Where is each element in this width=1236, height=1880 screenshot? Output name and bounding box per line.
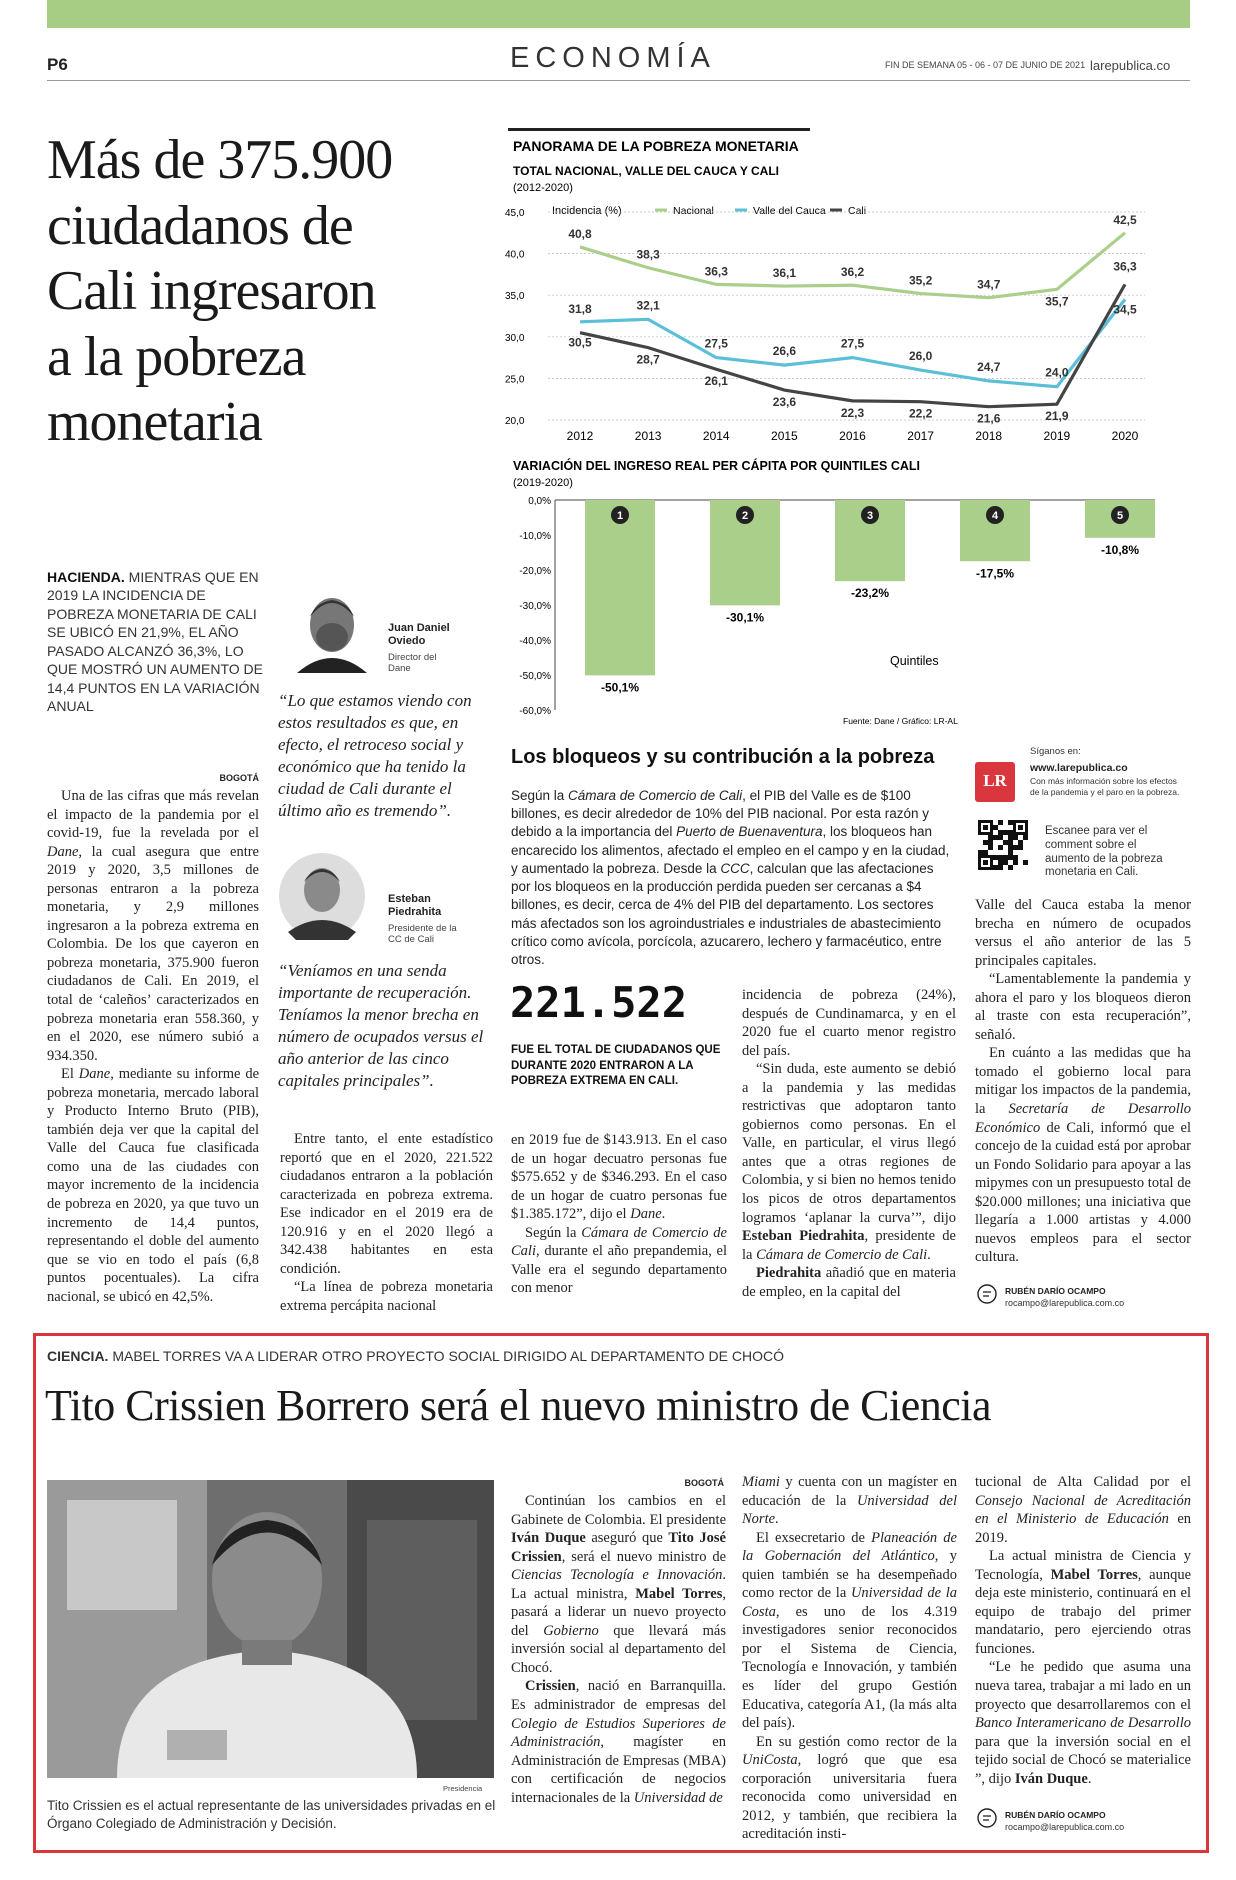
y-tick-label: -20,0% <box>519 566 551 577</box>
photo-credit: Presidencia <box>443 1784 483 1793</box>
data-label: 26,0 <box>908 349 933 364</box>
section-title: ECONOMÍA <box>510 42 716 74</box>
data-label: 30,5 <box>568 335 592 350</box>
legend-label: Cali <box>848 205 867 217</box>
data-label: 23,6 <box>772 395 797 410</box>
data-label: 36,1 <box>772 266 797 281</box>
story2-kicker: CIENCIA. MABEL TORRES VA A LIDERAR OTRO PROYECTO SOCIAL DIRIGIDO AL DEPARTAMENTO DE CHOCÓ <box>47 1348 784 1364</box>
story-column-5: Valle del Cauca estaba la menor brecha en número de ocupados versus el año anterior de las 5 principales capitales. “Lamentablemente la pandemia y ahora el paro y los bloqueos dieron al traste con esta recuperación”, señaló. En cuánto a las medidas que ha tomado el gobierno local para mitigar los impactos de la pandemia, la Secretaría de Desarrollo Económico de Cali, informó que el concejo de la cuidad está por aprobar un Fondo Solidario para apoyar a las mipymes con un presupuesto total de $20.000 millones; una iniciativa que llegaría a 1.000 artistas y 4.000 nuevos empleos para el sector cultura. <box>975 897 1192 1266</box>
story2-column-2: Miami y cuenta con un magíster en educación de la Universidad del Norte. El exsecretario de Planeación de la Gobernación del Atlántico, y quien también se ha desempeñado como rector de la Universidad de la Costa, es uno de los 4.319 investigadores senior reconocidos por el Sistema de Ciencia, Tecnología e Innovación, y también es líder del grupo Gestión Educativa, categoría A1, (la más alta del país). En su gestión como rector de la UniCosta, logró que que esa corporación universitaria fuera reconocida como universidad en 2012, y también, que recibiera la acreditación insti- <box>742 1474 958 1843</box>
person-role: Director del Dane <box>388 652 437 675</box>
data-label: 35,2 <box>908 273 933 288</box>
data-label: 34,5 <box>1113 302 1137 317</box>
x-tick-label: 2016 <box>839 429 866 443</box>
avatar-juan-daniel-oviedo <box>293 585 371 673</box>
avatar-esteban-piedrahita <box>278 852 366 940</box>
story-column-4: incidencia de pobreza (24%), después de Cundinamarca, y en el 2020 fue el cuarto menor registro del país. “Sin duda, este aumento se debió a la pandemia y las medidas restrictivas que adoptaron tanto gobiernos como personas. En el Valle, en particular, el virus llegó antes que a otras regiones de Colombia, y si bien no hemos tenido los picos de otros departamentos logramos ‘aplanar la curva’”, dijo Esteban Piedrahita, presidente de la Cámara de Comercio de Cali. Piedrahita añadió que en materia de empleo, en la capital del <box>742 987 956 1300</box>
x-tick-label: 2013 <box>634 429 662 443</box>
chart-subtitle: TOTAL NACIONAL, VALLE DEL CAUCA Y CALI <box>513 164 780 178</box>
category-label: 3 <box>866 510 874 522</box>
site-link[interactable]: larepublica.co <box>1090 58 1171 73</box>
data-label: 28,7 <box>636 352 660 367</box>
data-label: -30,1% <box>725 610 765 625</box>
pull-quote-piedrahita: “Veníamos en una senda importante de recuperación. Teníamos la menor brecha en número de ocupados versus el año anterior de las cinco capitales principales”. <box>278 961 484 1091</box>
data-label: 31,8 <box>568 301 592 316</box>
chart-title: PANORAMA DE LA POBREZA MONETARIA <box>513 138 799 154</box>
data-label: -23,2% <box>850 586 890 601</box>
person-name: Esteban Piedrahita <box>388 893 442 919</box>
header-rule <box>47 80 1190 81</box>
y-tick-label: -50,0% <box>519 671 551 682</box>
x-tick-label: 2020 <box>1111 429 1139 443</box>
edition-date: FIN DE SEMANA 05 - 06 - 07 DE JUNIO DE 2021 <box>885 60 1086 70</box>
data-label: 22,3 <box>840 405 865 420</box>
author-email[interactable]: rocampo@larepublica.com.co <box>1005 1822 1125 1832</box>
data-label: -50,1% <box>600 680 640 695</box>
y-tick-label: -40,0% <box>519 636 551 647</box>
story2-column-1: Continúan los cambios en el Gabinete de Colombia. El presidente Iván Duque aseguró que Tito José Crissien, será el nuevo ministro de Ciencias Tecnología e Innovación. La actual ministra, Mabel Torres, pasará a liderar un nuevo proyecto del Gobierno que llevará más inversión social al departamento del Chocó. Crissien, nació en Barranquilla. Es administrador de empresas del Colegio de Estudios Superiores de Administración, magíster en Administración de Empresas (MBA) con certificación de negocios internacionales de la Universidad de <box>511 1493 727 1806</box>
person-name: Juan Daniel Oviedo <box>388 622 450 648</box>
big-number-caption: FUE EL TOTAL DE CIUDADANOS QUE DURANTE 2020 ENTRARON A LA POBREZA EXTREMA EN CALI. <box>511 1044 721 1088</box>
data-label: 38,3 <box>636 247 660 262</box>
data-label: -17,5% <box>975 566 1015 581</box>
chart-title: VARIACIÓN DEL INGRESO REAL PER CÁPITA POR QUINTILES CALI <box>513 459 920 473</box>
story-column-3: en 2019 fue de $143.913. En el caso de un hogar decuatro personas fue $575.652 y de $346.293. En el caso de un hogar de cuatro personas fue $1.385.172”, dijo el Dane. Según la Cámara de Comercio de Cali, durante el año prepandemia, el Valle era el segundo departamento con menor <box>511 1132 727 1297</box>
y-tick-label: 45,0 <box>505 208 525 219</box>
author-email[interactable]: rocampo@larepublica.com.co <box>1005 1298 1125 1308</box>
top-color-bar <box>47 0 1190 28</box>
author-name: RUBÉN DARÍO OCAMPO <box>1005 1810 1106 1820</box>
data-label: 24,7 <box>977 359 1001 374</box>
follow-text: Con más información sobre los efectos de la pandemia y el paro en la pobreza. <box>1030 776 1180 797</box>
category-label: 2 <box>741 510 749 522</box>
data-label: -10,8% <box>1100 542 1140 557</box>
category-label: 5 <box>1116 510 1124 522</box>
x-tick-label: 2015 <box>771 429 798 443</box>
person-role: Presidente de la CC de Cali <box>388 923 457 946</box>
data-label: 21,6 <box>977 411 1001 426</box>
y-tick-label: -30,0% <box>519 601 551 612</box>
poverty-line-chart <box>505 128 1195 458</box>
chart-period: (2019-2020) <box>513 477 573 489</box>
x-axis-label: Quintiles <box>890 654 939 668</box>
data-label: 24,0 <box>1045 365 1069 380</box>
data-label: 34,7 <box>977 277 1001 292</box>
big-number: 221.522 <box>510 978 688 1027</box>
follow-site[interactable]: www.larepublica.co <box>1030 762 1128 774</box>
y-tick-label: 25,0 <box>505 374 525 386</box>
y-axis-label: Incidencia (%) <box>552 205 622 217</box>
chart-source: Fuente: Dane / Gráfico: LR-AL <box>843 716 958 726</box>
comment-icon[interactable] <box>977 1808 997 1828</box>
page-number: P6 <box>47 55 68 74</box>
lr-logo: LR <box>975 762 1015 802</box>
main-headline: Más de 375.900 ciudadanos de Cali ingresaron a la pobreza monetaria <box>47 129 393 454</box>
data-label: 42,5 <box>1113 212 1137 227</box>
bar-quintile-1 <box>585 500 655 675</box>
legend-label: Nacional <box>673 205 714 217</box>
data-label: 32,1 <box>636 298 660 313</box>
x-tick-label: 2014 <box>702 429 730 443</box>
y-tick-label: 35,0 <box>505 291 525 303</box>
data-label: 36,3 <box>704 264 728 279</box>
pull-quote-oviedo: “Lo que estamos viendo con estos resultados es que, en efecto, el retroceso social y económico que ha tenido la ciudad de Cali durante el último año es tremendo”. <box>278 691 472 821</box>
data-label: 22,2 <box>908 406 933 421</box>
data-label: 35,7 <box>1045 294 1069 309</box>
photo-tito-crissien <box>47 1480 494 1778</box>
data-label: 21,9 <box>1045 409 1069 424</box>
y-tick-label: 0,0% <box>528 496 551 507</box>
y-tick-label: 30,0 <box>505 332 525 344</box>
x-tick-label: 2019 <box>1043 429 1071 443</box>
data-label: 26,1 <box>704 374 728 389</box>
story-lead: HACIENDA. MIENTRAS QUE EN 2019 LA INCIDENCIA DE POBREZA MONETARIA DE CALI SE UBICÓ EN 21,9%, EL AÑO PASADO ALCANZÓ 36,3%, LO QUE MOSTRÓ UN AUMENTO DE 14,4 PUNTOS EN LA VARIACIÓN ANUAL <box>47 569 263 715</box>
y-tick-label: -60,0% <box>519 706 551 717</box>
story2-column-3: tucional de Alta Calidad por el Consejo Nacional de Acreditación en el Ministerio de Educación en 2019. La actual ministra de Ciencia y Tecnología, Mabel Torres, aunque deja este ministerio, continuará en el equipo de trabajo del primer mandatario, pero ejerciendo otras funciones. “Le he pedido que asuma una nueva tarea, trabajar a mi lado en un proyecto que desarrollaremos con el Banco Interamericano de Desarrollo para que la inversión social en el tejido social de Chocó se materialice ”, dijo Iván Duque. <box>975 1474 1192 1787</box>
data-label: 36,2 <box>840 265 865 280</box>
data-label: 27,5 <box>840 336 865 351</box>
photo-caption: Tito Crissien es el actual representante de las universidades privadas en el Órgano Colegiado de Administración y Decisión. <box>47 1798 496 1831</box>
chart-period: (2012-2020) <box>513 182 573 194</box>
follow-label: Síganos en: <box>1030 746 1081 757</box>
data-label: 36,3 <box>1113 259 1137 274</box>
story-column-1: Una de las cifras que más revelan el impacto de la pandemia por el covid-19, fue la revelada por el Dane, la cual asegura que entre 2019 y 2020, 3,5 millones de personas entraron a la pobreza monetaria, y 2,9 millones ingresaron a la pobreza extrema en Colombia. De los que cayeron en pobreza monetaria, 375.900 fueron ciudadanos de Cali. En 2019, el total de ‘caleños’ caracterizados en pobreza monetaria eran 558.360, y en el 2020, ese número subió a 934.350. El Dane, mediante su informe de pobreza monetaria, mercado laboral y Producto Interno Bruto (PIB), también deja ver que la capital del Valle del Cauca fue clasificada como una de las ciudades con mayor incremento de la incidencia de pobreza en 2020, ya que tuvo un incremento de 14,4 puntos, representando el doble del aumento que se vio en todo el país (6,8 puntos pocentuales). La cifra nacional, se ubicó en 42,5%. <box>47 788 259 1305</box>
legend-label: Valle del Cauca <box>753 205 826 217</box>
comment-icon[interactable] <box>977 1284 997 1304</box>
dateline-city: BOGOTÁ <box>219 773 259 783</box>
quintile-bar-chart <box>505 455 1195 730</box>
category-label: 1 <box>616 510 624 522</box>
y-tick-label: -10,0% <box>519 531 551 542</box>
x-tick-label: 2012 <box>566 429 594 443</box>
sidebox-title: Los bloqueos y su contribución a la pobreza <box>511 746 935 768</box>
y-tick-label: 20,0 <box>505 416 525 427</box>
category-label: 4 <box>991 510 999 522</box>
story-column-2: Entre tanto, el ente estadístico reportó que en el 2020, 221.522 ciudadanos entraron a la población caracterizada en pobreza extrema. Ese indicador en el 2019 era de 120.916 y en el 2020 llegó a 342.438 habitantes en esta condición. “La línea de pobreza monetaria extrema percápita nacional <box>280 1131 493 1314</box>
sidebox-text: Según la Cámara de Comercio de Cali, el PIB del Valle es de $100 billones, es decir alrededor de 10% del PIB nacional. Por esta razón y debido a la importancia del Puerto de Buenaventura, los bloqueos han encarecido los alimentos, afectado el empleo en el campo y en la ciudad, y aumentado la pobreza. Desde la CCC, calculan que las afectaciones por los bloqueos en la producción perdida pueden ser cercanas a $4 billones, es decir, cerca de 4% del PIB del departamento. Los sectores más afectados son los agroindustriales e industriales de abastecimiento crítico como avícola, porcícola, azucarero, lechero y farmacéutico, entre otros. <box>511 788 950 967</box>
scan-text: Escanee para ver el comment sobre el aumento de la pobreza monetaria en Cali. <box>1045 825 1163 879</box>
x-tick-label: 2018 <box>975 429 1003 443</box>
dateline-city: BOGOTÁ <box>684 1478 724 1488</box>
data-label: 40,8 <box>568 226 592 241</box>
data-label: 27,5 <box>704 336 728 351</box>
author-name: RUBÉN DARÍO OCAMPO <box>1005 1286 1106 1296</box>
y-tick-label: 40,0 <box>505 249 525 261</box>
x-tick-label: 2017 <box>907 429 934 443</box>
story2-headline: Tito Crissien Borrero será el nuevo ministro de Ciencia <box>45 1381 992 1430</box>
qr-code-icon[interactable] <box>978 820 1028 870</box>
data-label: 26,6 <box>772 344 797 359</box>
